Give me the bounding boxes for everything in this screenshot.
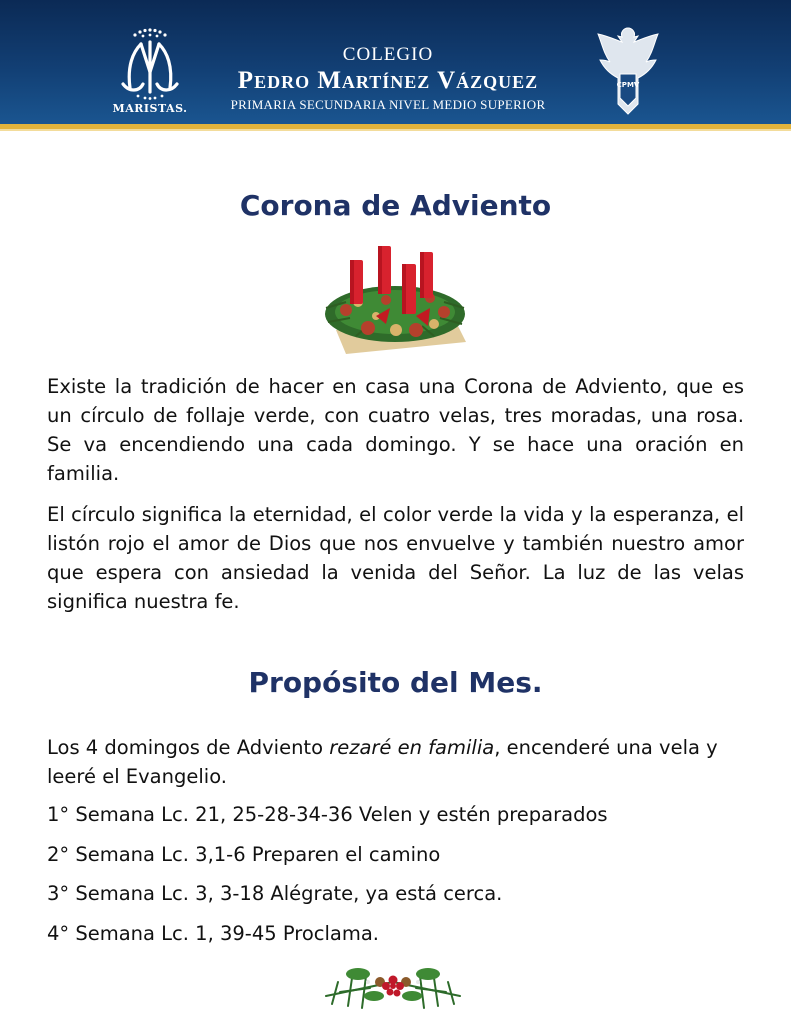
list-item-week2: 2° Semana Lc. 3,1-6 Preparen el camino [47,843,441,866]
paragraph-tradicion: Existe la tradición de hacer en casa una Corona de Adviento, que es un círculo de follaje verde, con cuatro velas, tres moradas, una rosa. Se va encendiendo una cada domingo. Y se hace una oración en familia. [47,375,744,485]
header-banner [0,0,791,124]
section-title-proposito: Propósito del Mes. [248,666,543,699]
crest-text: CPMV [616,81,640,89]
eagle-crest-icon [592,24,664,116]
intro-emphasis: rezaré en familia [329,736,495,759]
list-item-week3: 3° Semana Lc. 3, 3-18 Alégrate, ya está cerca. [47,882,503,905]
list-item-week4: 4° Semana Lc. 1, 39-45 Proclama. [47,922,379,945]
marist-monogram-icon [105,26,195,120]
college-line2: Pedro Martínez Vázquez [237,67,539,94]
advent-wreath-icon [316,238,474,356]
list-item-week1: 1° Semana Lc. 21, 25-28-34-36 Velen y estén preparados [47,803,608,826]
marist-logo-text: MARISTAS. [112,102,188,115]
section-title-corona: Corona de Adviento [239,189,552,222]
paragraph-significado: El círculo significa la eternidad, el color verde la vida y la esperanza, el listón rojo el amor de Dios que nos envuelve y también nuestro amor que espera con ansiedad la venida del Señor. La luz de las velas significa nuestra fe. [47,503,744,613]
gold-rule-light [0,129,791,131]
college-name [200,44,576,114]
college-line1: COLEGIO [342,44,434,65]
college-line3: PRIMARIA SECUNDARIA NIVEL MEDIO SUPERIOR [230,97,546,112]
holly-garland-icon [318,952,468,1014]
paragraph-intro: Los 4 domingos de Adviento rezaré en familia, encenderé una vela y leeré el Evangelio. [47,736,718,788]
